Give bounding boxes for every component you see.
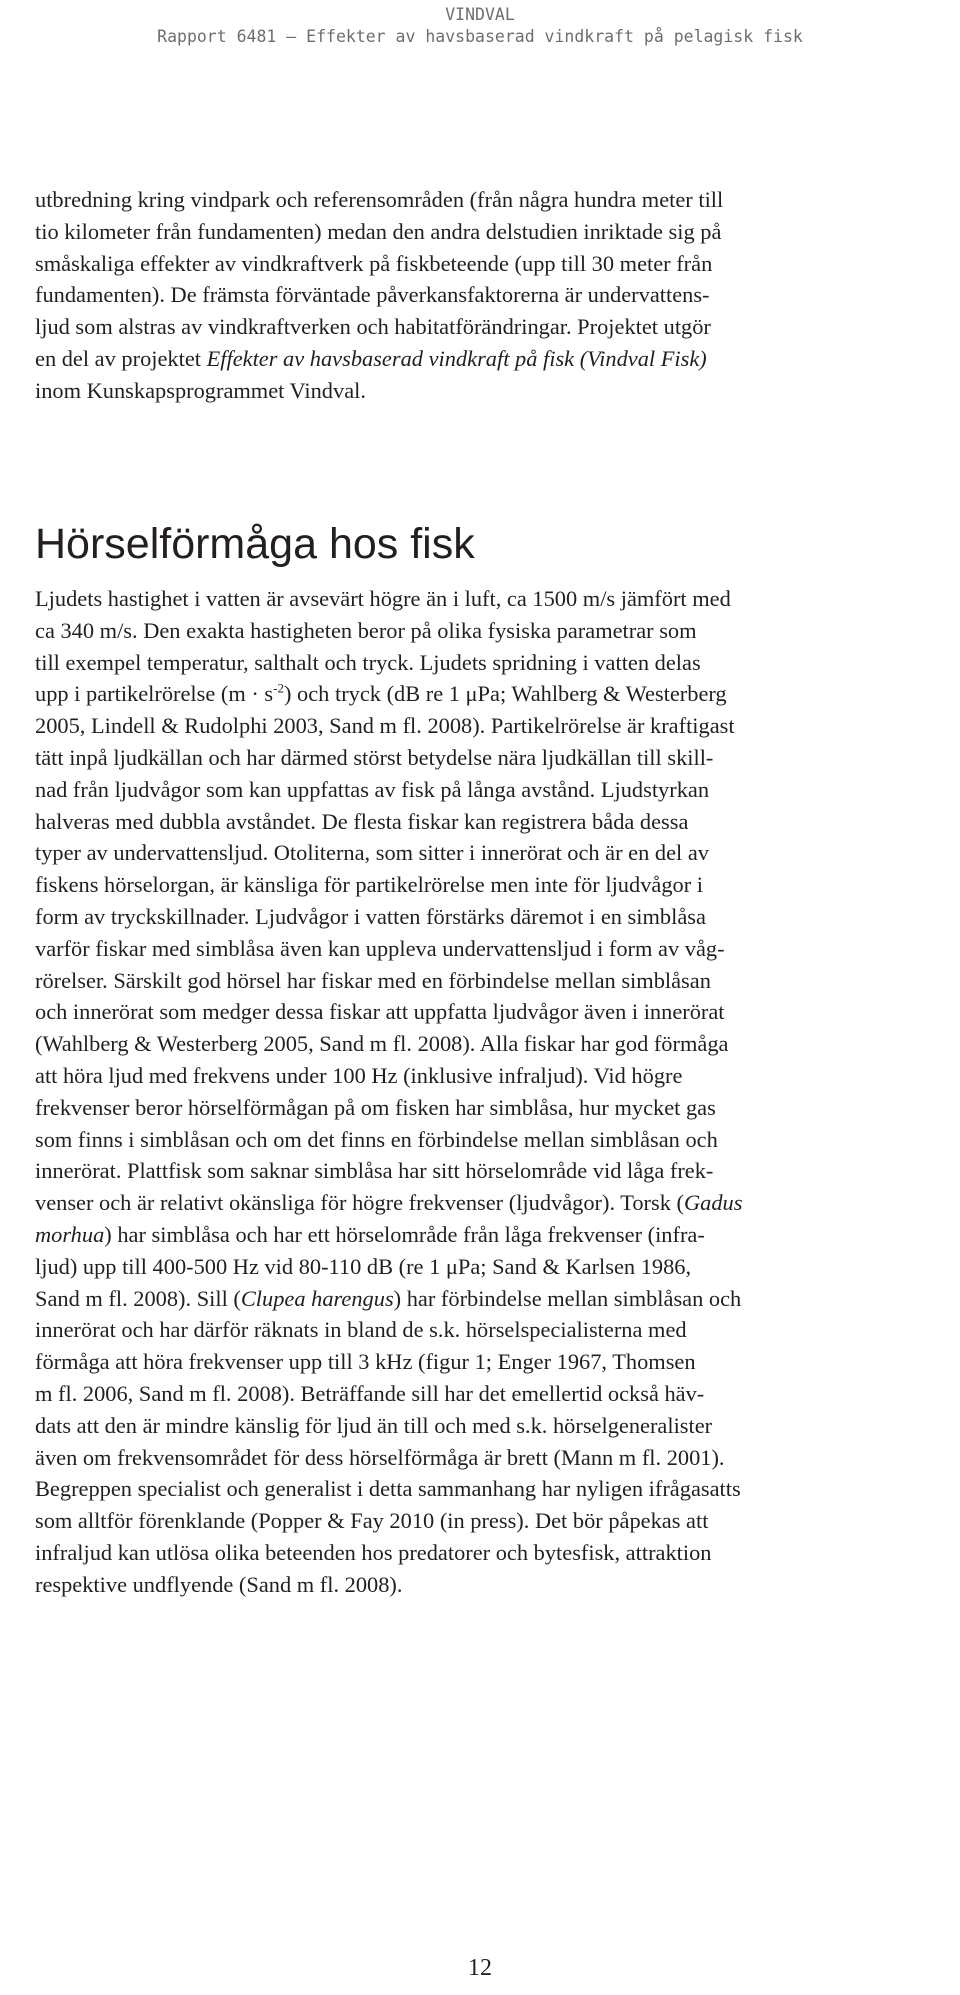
text-line: fundamenten). De främsta förväntade påverkansfaktorerna är undervattens- — [35, 282, 710, 308]
intro-paragraph — [35, 184, 935, 407]
text-line: form av tryckskillnader. Ljudvågor i vatten förstärks däremot i en simblåsa — [35, 903, 706, 929]
species-name-italic: Clupea harengus — [240, 1285, 394, 1311]
text-line: frekvenser beror hörselförmågan på om fisken har simblåsa, hur mycket gas — [35, 1094, 716, 1120]
text-line — [35, 343, 935, 375]
text-line: ljud) upp till 400-500 Hz vid 80-110 dB (re 1 μPa; Sand & Karlsen 1986, — [35, 1253, 692, 1279]
text-line: fiskens hörselorgan, är känsliga för partikelrörelse men inte för ljudvågor i — [35, 872, 703, 898]
text-line: tätt inpå ljudkällan och har därmed störst betydelse nära ljudkällan till skill- — [35, 744, 714, 770]
header-report-title: Rapport 6481 – Effekter av havsbaserad vindkraft på pelagisk fisk — [157, 27, 803, 46]
text-span: ) har simblåsa och har ett hörselområde från låga frekvenser (infra- — [104, 1221, 705, 1247]
text-line: ljud som alstras av vindkraftverken och habitatförändringar. Projektet utgör — [35, 314, 711, 340]
text-line: att höra ljud med frekvens under 100 Hz (inklusive infraljud). Vid högre — [35, 1062, 683, 1088]
text-line: även om frekvensområdet för dess hörselförmåga är brett (Mann m fl. 2001). — [35, 1444, 725, 1470]
text-line: dats att den är mindre känslig för ljud än till och med s.k. hörselgeneralister — [35, 1412, 713, 1438]
text-line: utbredning kring vindpark och referensområden (från några hundra meter till — [35, 187, 724, 212]
text-line: till exempel temperatur, salthalt och tryck. Ljudets spridning i vatten delas — [35, 649, 701, 675]
text-line: infraljud kan utlösa olika beteenden hos predatorer och bytesfisk, attraktion — [35, 1539, 712, 1565]
section-heading: Hörselförmåga hos fisk — [35, 520, 475, 568]
text-span: upp i partikelrörelse (m · s — [35, 681, 274, 707]
text-line: innerörat. Plattfisk som saknar simblåsa har sitt hörselområde vid låga frek- — [35, 1158, 714, 1184]
text-span: venser och är relativt okänsliga för högre frekvenser (ljudvågor). Torsk ( — [35, 1190, 684, 1216]
header-series: VINDVAL — [445, 5, 515, 24]
text-line — [35, 678, 935, 710]
text-line — [35, 1187, 935, 1219]
text-line: och innerörat som medger dessa fiskar att uppfatta ljudvågor även i innerörat — [35, 999, 725, 1025]
text-line: respektive undflyende (Sand m fl. 2008). — [35, 1571, 403, 1597]
text-line — [35, 1219, 935, 1251]
project-title-italic: Effekter av havsbaserad vindkraft på fisk (Vindval Fisk) — [206, 345, 707, 371]
text-line: innerörat och har därför räknats in bland de s.k. hörselspecialisterna med — [35, 1317, 687, 1343]
text-line: tio kilometer från fundamenten) medan den andra delstudien inriktade sig på — [35, 218, 722, 244]
text-line — [35, 1283, 935, 1315]
text-line: (Wahlberg & Westerberg 2005, Sand m fl. 2008). Alla fiskar har god förmåga — [35, 1031, 729, 1057]
text-line: som alltför förenklande (Popper & Fay 2010 (in press). Det bör påpekas att — [35, 1508, 709, 1534]
text-line: 2005, Lindell & Rudolphi 2003, Sand m fl. 2008). Partikelrörelse är kraftigast — [35, 713, 735, 739]
text-span: en del av projektet — [35, 345, 207, 371]
text-line: ca 340 m/s. Den exakta hastigheten beror på olika fysiska parametrar som — [35, 617, 697, 643]
text-line: halveras med dubbla avståndet. De flesta fiskar kan registrera båda dessa — [35, 808, 689, 834]
text-line: rörelser. Särskilt god hörsel har fiskar med en förbindelse mellan simblåsan — [35, 967, 711, 993]
text-line: inom Kunskapsprogrammet Vindval. — [35, 377, 366, 403]
text-span: Sand m fl. 2008). Sill ( — [35, 1285, 241, 1311]
superscript: -2 — [273, 680, 284, 696]
species-name-italic: Gadus — [683, 1190, 743, 1216]
text-span: ) har förbindelse mellan simblåsan och — [393, 1285, 742, 1311]
running-header — [0, 4, 960, 48]
species-name-italic: morhua — [35, 1221, 105, 1247]
text-line: småskaliga effekter av vindkraftverk på fiskbeteende (upp till 30 meter från — [35, 250, 713, 276]
text-line: varför fiskar med simblåsa även kan uppleva undervattensljud i form av våg- — [35, 935, 725, 961]
text-span: ) och tryck (dB re 1 μPa; Wahlberg & Westerberg — [284, 681, 727, 707]
text-line: förmåga att höra frekvenser upp till 3 kHz (figur 1; Enger 1967, Thomsen — [35, 1349, 696, 1375]
text-line: typer av undervattensljud. Otoliterna, som sitter i innerörat och är en del av — [35, 840, 709, 866]
text-line: Begreppen specialist och generalist i detta sammanhang har nyligen ifrågasatts — [35, 1476, 741, 1502]
text-line: Ljudets hastighet i vatten är avsevärt högre än i luft, ca 1500 m/s jämfört med — [35, 586, 731, 611]
text-line: nad från ljudvågor som kan uppfattas av fisk på långa avstånd. Ljudstyrkan — [35, 776, 710, 802]
text-line: som finns i simblåsan och om det finns en förbindelse mellan simblåsan och — [35, 1126, 718, 1152]
text-line: m fl. 2006, Sand m fl. 2008). Beträffande sill har det emellertid också häv- — [35, 1380, 705, 1406]
hearing-paragraph — [35, 583, 935, 1601]
page-number: 12 — [468, 1955, 492, 1981]
